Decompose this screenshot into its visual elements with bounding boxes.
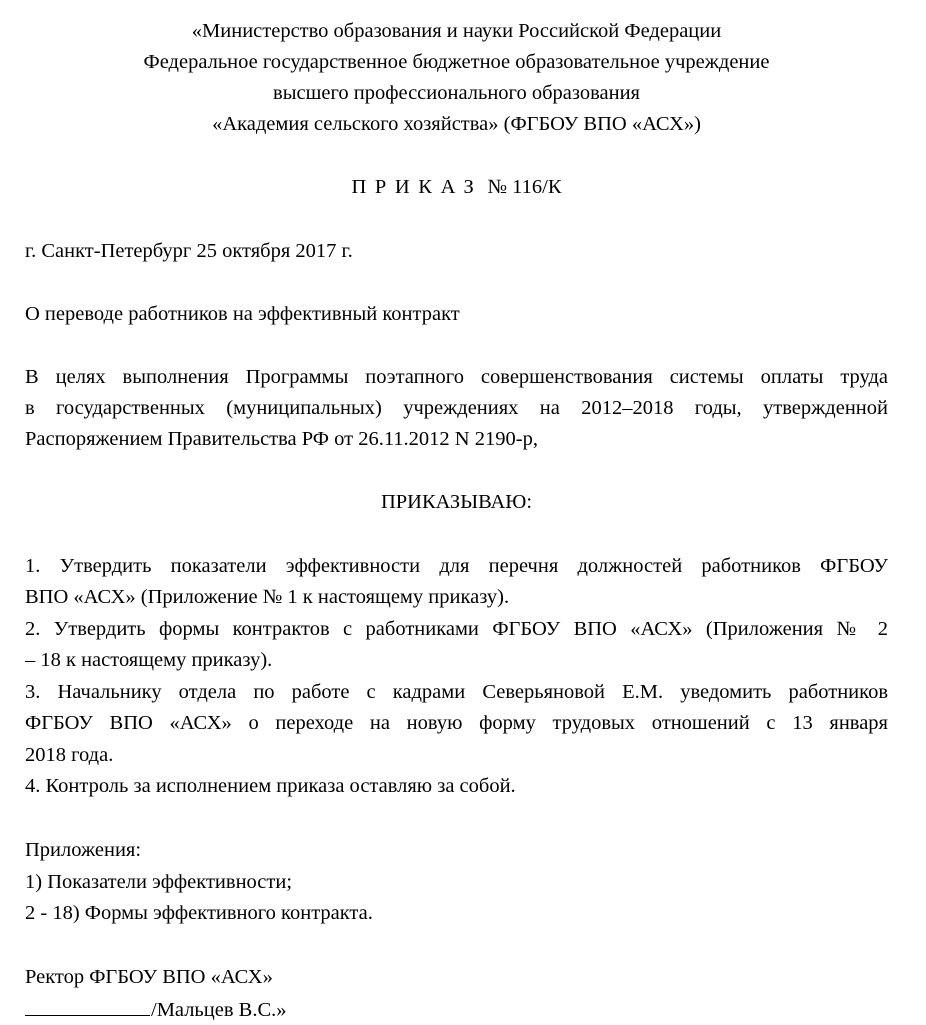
order-item-2-cont: – 18 к настоящему приказу). <box>25 649 273 671</box>
order-item-1-cont: ВПО «АСХ» (Приложение № 1 к настоящему приказу). <box>25 586 510 608</box>
order-item-3: 3. Начальнику отдела по работе с кадрами Северьяновой Е.М. уведомить работников <box>25 681 888 703</box>
preamble-line: В целях выполнения Программы поэтапного совершенствования системы оплаты труда <box>25 366 888 388</box>
header-academy-name: «Академия сельского хозяйства» (ФГБОУ ВПО «АСХ») <box>212 113 701 135</box>
order-title-word: ПРИКАЗ <box>351 176 483 198</box>
appendix-item: 2 - 18) Формы эффективного контракта. <box>25 902 373 924</box>
header-institution-type: Федеральное государственное бюджетное образовательное учреждение <box>143 51 770 73</box>
appendix-item: 1) Показатели эффективности; <box>25 871 293 893</box>
header-education-level: высшего профессионального образования <box>273 82 640 104</box>
signatory-name: /Мальцев В.С.» <box>151 999 287 1021</box>
place-date: г. Санкт-Петербург 25 октября 2017 г. <box>25 240 353 262</box>
appendices-heading: Приложения: <box>25 839 142 861</box>
order-word: ПРИКАЗЫВАЮ: <box>380 491 533 513</box>
order-item-1: 1. Утвердить показатели эффективности для перечня должностей работников ФГБОУ <box>25 555 888 577</box>
header-ministry: «Министерство образования и науки Российской Федерации <box>191 20 722 42</box>
order-item-4: 4. Контроль за исполнением приказа оставляю за собой. <box>25 775 516 797</box>
order-item-3-cont: ФГБОУ ВПО «АСХ» о переходе на новую форму трудовых отношений с 13 января <box>25 712 888 734</box>
order-subject: О переводе работников на эффективный контракт <box>25 303 460 325</box>
signature-line <box>25 993 150 1016</box>
signature-block <box>25 993 888 1023</box>
order-title <box>25 172 888 202</box>
signatory-position: Ректор ФГБОУ ВПО «АСХ» <box>25 966 273 988</box>
order-item-2: 2. Утвердить формы контрактов с работниками ФГБОУ ВПО «АСХ» (Приложения № 2 <box>25 618 888 640</box>
preamble-line: Распоряжением Правительства РФ от 26.11.2012 N 2190-р, <box>25 428 538 450</box>
preamble-line: в государственных (муниципальных) учреждениях на 2012–2018 годы, утвержденной <box>25 397 888 419</box>
order-item-3-cont: 2018 года. <box>25 744 114 766</box>
order-number: № 116/К <box>487 176 562 198</box>
